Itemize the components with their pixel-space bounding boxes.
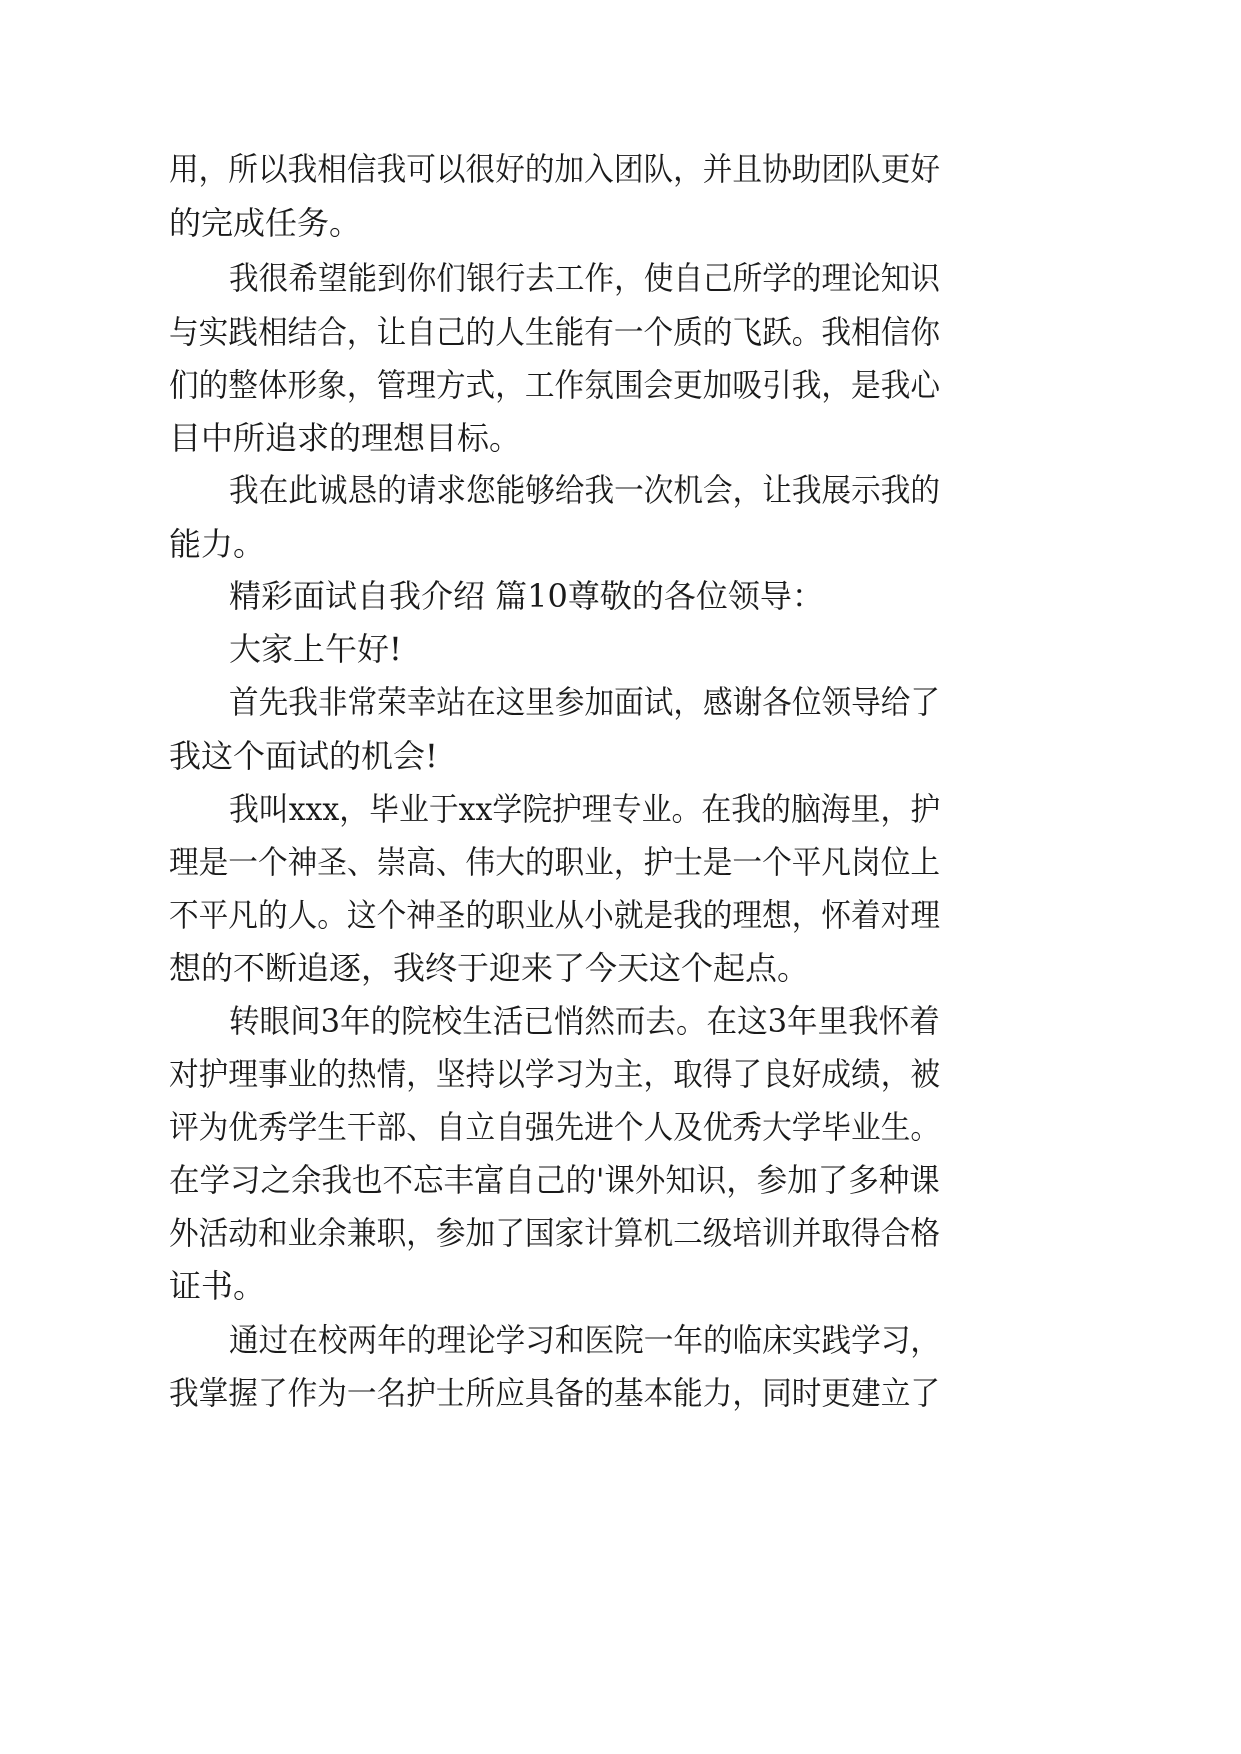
text-line: 用，所以我相信我可以很好的加入团队，并且协助团队更好 <box>169 150 941 188</box>
text-line: 们的整体形象，管理方式，工作氛围会更加吸引我，是我心 <box>169 366 941 404</box>
text-line: 我叫xxx，毕业于xx学院护理专业。在我的脑海里，护 <box>229 790 941 828</box>
text-line: 通过在校两年的理论学习和医院一年的临床实践学习， <box>229 1321 941 1359</box>
text-line: 首先我非常荣幸站在这里参加面试，感谢各位领导给了 <box>229 683 941 721</box>
text-line: 对护理事业的热情，坚持以学习为主，取得了良好成绩，被 <box>169 1055 941 1093</box>
text-line: 外活动和业余兼职，参加了国家计算机二级培训并取得合格 <box>169 1214 941 1252</box>
text-line: 在学习之余我也不忘丰富自己的'课外知识，参加了多种课 <box>169 1161 940 1199</box>
text-line: 能力。 <box>169 525 266 563</box>
text-line: 我这个面试的机会! <box>169 737 438 775</box>
text-line: 转眼间3年的院校生活已悄然而去。在这3年里我怀着 <box>229 1002 940 1040</box>
text-line: 理是一个神圣、崇高、伟大的职业，护士是一个平凡岗位上 <box>169 843 941 881</box>
text-line: 不平凡的人。这个神圣的职业从小就是我的理想，怀着对理 <box>169 896 941 934</box>
section-heading: 精彩面试自我介绍 篇10尊敬的各位领导： <box>229 577 824 615</box>
text-line: 想的不断追逐，我终于迎来了今天这个起点。 <box>169 949 810 987</box>
text-line: 评为优秀学生干部、自立自强先进个人及优秀大学毕业生。 <box>169 1108 941 1146</box>
text-line: 的完成任务。 <box>169 204 362 242</box>
text-line: 大家上午好! <box>229 630 402 668</box>
text-line: 我很希望能到你们银行去工作，使自己所学的理论知识 <box>229 259 941 297</box>
text-line: 目中所追求的理想目标。 <box>169 419 522 457</box>
text-line: 与实践相结合，让自己的人生能有一个质的飞跃。我相信你 <box>169 313 941 351</box>
text-line: 我掌握了作为一名护士所应具备的基本能力，同时更建立了 <box>169 1374 941 1412</box>
text-line: 证书。 <box>169 1267 266 1305</box>
text-line: 我在此诚恳的请求您能够给我一次机会，让我展示我的 <box>229 471 941 509</box>
